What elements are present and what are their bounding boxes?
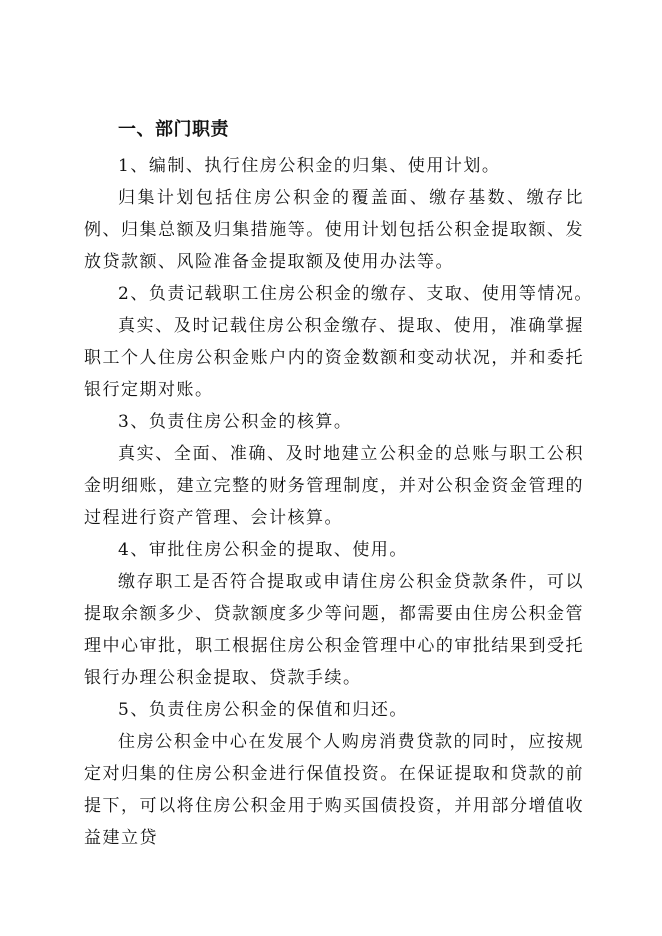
item-4-title: 4、审批住房公积金的提取、使用。	[118, 540, 408, 560]
item-3-body: 真实、全面、准确、及时地建立公积金的总账与职工公积金明细账，建立完整的财务管理制度，并对公积金资金管理的过程进行资产管理、会计核算。	[84, 444, 584, 528]
section-heading: 一、部门职责	[118, 119, 229, 140]
item-1-title: 1、编制、执行住房公积金的归集、使用计划。	[118, 156, 501, 176]
item-4-body: 缴存职工是否符合提取或申请住房公积金贷款条件，可以提取余额多少、贷款额度多少等问题，都需要由住房公积金管理中心审批，职工根据住房公积金管理中心的审批结果到受托银行办理公积金提取、贷款手续。	[84, 572, 584, 688]
item-5-body: 住房公积金中心在发展个人购房消费贷款的同时，应按规定对归集的住房公积金进行保值投资。在保证提取和贷款的前提下，可以将住房公积金用于购买国债投资，并用部分增值收益建立贷	[84, 732, 584, 848]
item-3-title: 3、负责住房公积金的核算。	[118, 412, 353, 432]
item-2-title: 2、负责记载职工住房公积金的缴存、支取、使用等情况。	[118, 284, 593, 304]
document-body	[84, 150, 593, 854]
item-5-title: 5、负责住房公积金的保值和归还。	[118, 700, 408, 720]
item-2-body: 真实、及时记载住房公积金缴存、提取、使用，准确掌握职工个人住房公积金账户内的资金数额和变动状况，并和委托银行定期对账。	[84, 316, 584, 400]
item-1-body: 归集计划包括住房公积金的覆盖面、缴存基数、缴存比例、归集总额及归集措施等。使用计划包括公积金提取额、发放贷款额、风险准备金提取额及使用办法等。	[84, 188, 584, 272]
